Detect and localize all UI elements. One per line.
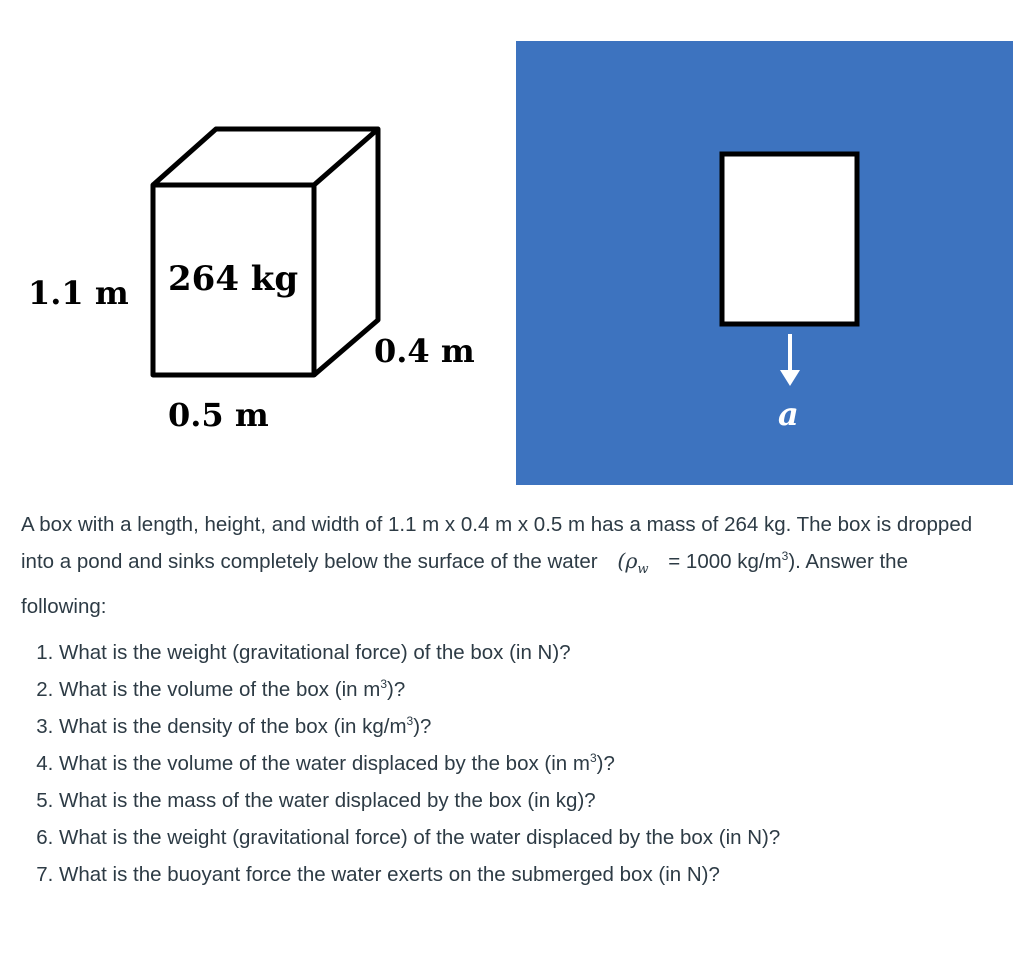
question-item: 3. What is the density of the box (in $kg/m^3$)? (59, 708, 1019, 745)
problem-text: A box with a length, height, and width of 1.1 m x 0.4 m x 0.5 m has a mass of 264 kg. The box is dropped into a pond and sinks completely below the surface of the water (21, 513, 973, 573)
box-diagram (0, 0, 510, 490)
acceleration-label: a (778, 395, 799, 433)
question-item: 5. What is the mass of the water displaced by the box (in kg)? (59, 782, 1019, 819)
pond-diagram (516, 41, 1013, 485)
question-item: 1. What is the weight (gravitational force) of the box (in N)? (59, 634, 1019, 671)
equals-sign: = (668, 550, 681, 573)
box-top-face (153, 129, 378, 185)
pond-water (516, 41, 1013, 485)
length-label: 1.1 m (28, 274, 129, 312)
question-item: 4. What is the volume of the water displaced by the box (in $m^3$)? (59, 745, 1019, 782)
question-item: 7. What is the buoyant force the water exerts on the submerged box (in N)? (59, 856, 1019, 893)
width-label: 0.5 m (168, 396, 269, 434)
depth-label: 0.4 m (374, 332, 475, 370)
density-value: 1000 kg/m (685, 550, 782, 573)
sinking-box (722, 154, 857, 324)
problem-instruction: ). Answer the following: (21, 550, 908, 619)
question-list (21, 634, 1019, 893)
mass-label: 264 kg (168, 259, 299, 299)
acceleration-arrow-head (780, 370, 800, 386)
question-item: 6. What is the weight (gravitational force) of the water displaced by the box (in N)? (59, 819, 1019, 856)
box-side-face (314, 129, 378, 375)
water-density-symbol: ($\rho_w$ (617, 549, 649, 578)
problem-statement: A box with a length, height, and width of 1.1 m x 0.4 m x 0.5 m has a mass of 264 kg. The box is dropped into a pond and sinks completely below the surface of the water ($\rho_w = 1000$ $kg/m^3$). Answer the following: (21, 513, 973, 619)
question-item: 2. What is the volume of the box (in $m^3$)? (59, 671, 1019, 708)
